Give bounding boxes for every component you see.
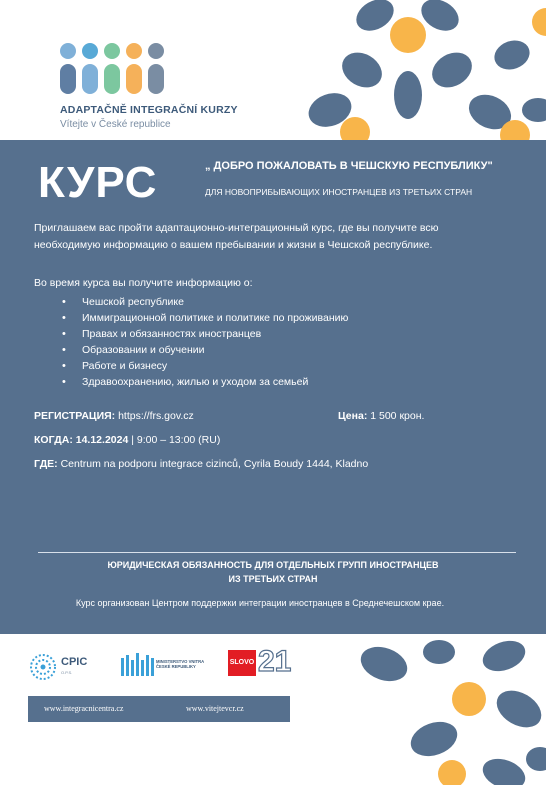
course-headline: „ ДОБРО ПОЖАЛОВАТЬ В ЧЕШСКУЮ РЕСПУБЛИКУ" (205, 160, 493, 172)
ministry-logo-text (156, 659, 204, 669)
divider (38, 552, 516, 553)
ministry-line-2: ČESKÉ REPUBLIKY (156, 664, 196, 669)
list-item: • Работе и бизнесу (62, 358, 348, 374)
slovo21-logo-text: SLOVO (228, 650, 256, 676)
legal-line-1: ЮРИДИЧЕСКАЯ ОБЯЗАННОСТЬ ДЛЯ ОТДЕЛЬНЫХ ГРУПП ИНОСТРАНЦЕВ (107, 560, 439, 570)
course-title: КУРС (38, 158, 158, 207)
registration-label: РЕГИСТРАЦИЯ: (34, 410, 116, 422)
topics-list (62, 294, 348, 390)
registration-line (34, 410, 194, 422)
where-line (34, 458, 368, 470)
list-item: • Здравоохранению, жилью и уходом за семьей (62, 374, 348, 390)
cpic-logo-text: CPIC (61, 656, 88, 668)
list-item: • Иммиграционной политике и политике по проживанию (62, 310, 348, 326)
legal-obligation (0, 558, 546, 586)
where-value: Centrum na podporu integrace cizinců, Cyrila Boudy 1444, Kladno (57, 458, 369, 470)
where-label: ГДЕ: (34, 458, 58, 470)
integration-centres-link[interactable]: www.integracnicentra.cz (44, 704, 124, 713)
logo-subtitle: Vítejte v České republice (60, 119, 171, 130)
topics-lead: Во время курса вы получите информацию о: (34, 277, 253, 289)
when-line (34, 434, 220, 446)
ministry-line-1: MINISTERSTVO VNITRA (156, 659, 205, 664)
when-time: | 9:00 – 13:00 (RU) (128, 434, 221, 446)
welcome-czech-link[interactable]: www.vitejtevcr.cz (186, 704, 244, 713)
price-value: 1 500 крон. (367, 410, 425, 422)
list-item: • Образовании и обучении (62, 342, 348, 358)
links-bar (28, 696, 290, 722)
registration-link[interactable]: https://frs.gov.cz (115, 410, 194, 422)
cpic-logo-subtext: O.P.S. (61, 670, 73, 675)
logo-title: ADAPTAČNĚ INTEGRAČNÍ KURZY (60, 104, 238, 116)
course-info-panel (0, 140, 546, 634)
flower-decoration-bottom (344, 634, 546, 785)
slovo21-logo-number: 21 (258, 645, 292, 678)
organizer-note: Курс организован Центром поддержки интеграции иностранцев в Среднечешском крае. (75, 598, 445, 608)
course-subheadline: ДЛЯ НОВОПРИБЫВАЮЩИХ ИНОСТРАНЦЕВ ИЗ ТРЕТЬИХ СТРАН (205, 187, 473, 197)
intro-paragraph: Приглашаем вас пройти адаптационно-интеграционный курс, где вы получите всю необходимую информацию о вашем пребывании и жизни в Чешской республике. (34, 222, 439, 251)
list-item: • Правах и обязанностях иностранцев (62, 326, 348, 342)
price-label: Цена: (338, 410, 368, 422)
cpic-logo-icon (28, 652, 58, 682)
when-date: 14.12.2024 (72, 434, 129, 446)
when-label: КОГДА: (34, 434, 73, 446)
list-item: • Чешской республике (62, 294, 348, 310)
price-line (338, 410, 424, 422)
flower-decoration-top (300, 0, 546, 140)
legal-line-2: ИЗ ТРЕТЬИХ СТРАН (228, 574, 318, 584)
ministry-logo-icon (120, 652, 154, 678)
